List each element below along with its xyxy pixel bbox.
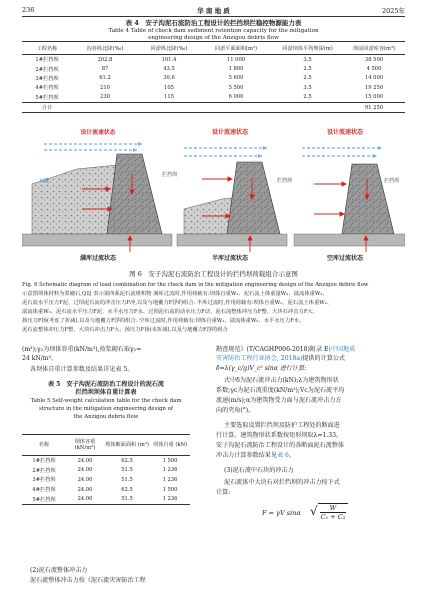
table5-cell: 4#拦挡坝 bbox=[32, 487, 56, 494]
table5-cell: 1 500 bbox=[162, 486, 178, 493]
body-line: (m³);γ₂为坝体容重(kN/m³),按浆砌石取γ₂= bbox=[22, 346, 142, 353]
table4-cell: 1#拦挡坝 bbox=[35, 57, 59, 64]
table4-total-label: 合计 bbox=[22, 102, 72, 112]
table5-cell: 2#拦挡坝 bbox=[32, 467, 56, 474]
table5-header-row bbox=[22, 435, 190, 456]
flow-arrows bbox=[44, 142, 142, 152]
table4-header: 回淤平面面积(m²) bbox=[200, 42, 272, 55]
table4-title-en-1: Table 4 Table of check dam sediment retention capacity for the mitigation bbox=[108, 28, 319, 34]
body-line: 安子沟泥石流防治工程设计的各断面泥石流整体 bbox=[216, 442, 344, 449]
table4-header: 工程名称 bbox=[22, 42, 72, 55]
panel2-top-label: 设计流速状态 bbox=[211, 129, 249, 136]
table4-cell: 15 000 bbox=[364, 94, 384, 101]
table4-header: 回淤坝体平均埋深(m) bbox=[272, 42, 343, 55]
formula-denominator: C₁ + C₂ bbox=[320, 513, 346, 521]
table-row bbox=[22, 466, 190, 476]
table4-cell: 3#拦挡坝 bbox=[35, 75, 59, 82]
table5-cell: 1#拦挡坝 bbox=[32, 458, 56, 465]
figure6-diagram bbox=[22, 124, 405, 266]
body-line: 式中δ为泥石流冲击力(kN);λ为建筑物形状 bbox=[224, 377, 339, 384]
citation-link[interactable]: 灾害防治工程行业协会, 2018a) bbox=[216, 355, 303, 362]
table4-cell: 2#拦挡坝 bbox=[35, 66, 59, 73]
section-heading: (3)泥石流中石块的冲击力 bbox=[224, 467, 294, 474]
table4-cell: 14 000 bbox=[364, 75, 384, 82]
table4-title-en-2: engineering design of the Anzigou debris flow bbox=[148, 35, 279, 41]
header-rule bbox=[22, 16, 405, 17]
table5-header: 名称 bbox=[22, 435, 66, 456]
foundation bbox=[22, 234, 172, 246]
table4-cell: 101.4 bbox=[161, 56, 177, 63]
table4-header: 回淤纵比降(‰) bbox=[138, 42, 200, 55]
table5-cell: 24.00 bbox=[77, 486, 93, 493]
table5-cell: 51.5 bbox=[104, 494, 150, 504]
table-row bbox=[22, 55, 405, 65]
panel1-water-label: Q设 bbox=[40, 178, 50, 184]
figure6-caption-en-2: 示意图坝体材料为浆砌石,Q设 表示第四系泥石流堆积物 满库过流时,作用荷载有:坝体自重W₁、泥石流土体重量W₂、溢流体重W₃、 bbox=[22, 291, 328, 297]
table5-title-cn-1: 表 5 安子沟泥石流防治工程设计的泥石流 bbox=[47, 381, 165, 388]
figure6-caption-en-3: 泥石流水平压力F泥、过坝泥石流的冲击压力F冲,以及与地覆力F浮的组合. 半库过流时,作用荷载有:坝体自重W₁、泥石流土体重W₂、 bbox=[22, 300, 333, 306]
panel-empty-reservoir bbox=[294, 128, 405, 262]
sqrt-icon: √ bbox=[310, 504, 318, 518]
table5-cell: 51.5 bbox=[121, 476, 133, 483]
figure6-caption-en-1: Fig. 6 Schematic diagram of load combination for the check dam in the mitigation engineering design of the Anzigou debris flow bbox=[22, 282, 369, 288]
table5-cell: 5#拦挡坝 bbox=[22, 494, 66, 504]
foundation bbox=[294, 234, 405, 246]
panel1-top-label: 设计流速状态 bbox=[80, 130, 116, 136]
table5-header: 坝体自重 (kN) bbox=[150, 435, 190, 456]
table4-cell: 11 000 bbox=[226, 56, 246, 63]
table4-cell: 30.6 bbox=[163, 75, 175, 82]
table4-cell: 210 bbox=[100, 84, 110, 91]
figure6-caption-en-5: 扬压力F扬(考虑了折减),以及与地覆力F浮的组合. 空库过流时,作用荷载有:坝体自重W₁、溢流体重W₂、水平水压力F水、 bbox=[22, 318, 305, 324]
body-line: 各坝体自重计算参数及结果详见表 5。 bbox=[30, 366, 134, 373]
body-line: 计算: bbox=[216, 489, 231, 496]
flow-arrows bbox=[184, 146, 267, 158]
body-text: 。 bbox=[288, 452, 295, 459]
panel1-bottom-label: 满库过流状态 bbox=[79, 255, 117, 262]
table4-cell: 87 bbox=[101, 66, 109, 73]
table4-header-row bbox=[22, 42, 405, 55]
table-row bbox=[22, 494, 190, 504]
body-line: 系数;γc为泥石流重度(kN/m³);Vc为泥石流平均 bbox=[216, 387, 345, 394]
table4-title-cn: 表 4 安子沟泥石流防治工程设计的拦挡坝拦稳控物源能力表 bbox=[125, 19, 302, 27]
panel3-bottom-label: 空库过流状态 bbox=[326, 255, 364, 262]
table-row bbox=[22, 83, 405, 92]
body-line bbox=[216, 354, 345, 363]
table5-cell: 62.5 bbox=[121, 486, 133, 493]
panel-full-reservoir bbox=[22, 128, 178, 262]
table5-cell: 24.00 bbox=[66, 494, 104, 504]
body-line bbox=[216, 345, 355, 354]
figure6-caption-en-6: 泥石流整体冲压力F整、大块石冲击力F大、扬压力F扬(未折减),以及与地覆力F浮的组合 bbox=[22, 327, 228, 333]
table5-cell: 3#拦挡坝 bbox=[32, 477, 56, 484]
table5-cell: 51.5 bbox=[121, 467, 133, 474]
panel3-top-label: 设计流速状态 bbox=[326, 129, 364, 136]
body-text: 勘查规范》(T/CAGHP006-2018)附录 E bbox=[216, 346, 329, 353]
table5-header: 坝体容重 (kN/m³) bbox=[66, 435, 104, 456]
body-line: 24 kN/m³。 bbox=[22, 355, 58, 362]
body-line: 泥石流体中大块石对拦挡坝的冲击力按下式 bbox=[224, 479, 340, 486]
table5-header: 坝体断面面积 (m²) bbox=[104, 435, 150, 456]
table4-cell: 38 500 bbox=[364, 56, 384, 63]
table4-cell: 2.5 bbox=[303, 94, 312, 101]
table4-cell: 5#拦挡坝 bbox=[35, 94, 59, 101]
table5-cell: 1 500 bbox=[162, 457, 178, 464]
table4-cell: 2.5 bbox=[303, 66, 312, 73]
body-line: (2)泥石流整体冲击力 bbox=[30, 567, 88, 574]
table4-header: 坝前回淤库容(m³) bbox=[343, 42, 405, 55]
formula-impact-force: δ=λ(γ_c/g)V_c² sinα 进行计算: bbox=[216, 365, 307, 372]
body-text: 冲击力计算参数结果见 bbox=[216, 452, 277, 459]
table-row bbox=[22, 64, 405, 73]
table4-cell: 5 600 bbox=[228, 75, 244, 82]
year: 2025年 bbox=[381, 7, 405, 15]
journal-title: 华 南 地 质 bbox=[197, 7, 230, 15]
body-line: 主要选取设置拦挡坝及防护工程处的断面进 bbox=[224, 422, 340, 429]
formula-numerator: W bbox=[329, 504, 337, 512]
check-dam-body bbox=[107, 154, 162, 234]
check-dam-body bbox=[342, 164, 394, 234]
table4 bbox=[22, 41, 405, 113]
table4-cell: 2.5 bbox=[303, 75, 312, 82]
foundation bbox=[177, 234, 287, 246]
table4-cell: 6 000 bbox=[228, 94, 244, 101]
table4-cell: 61.2 bbox=[99, 75, 111, 82]
table-row bbox=[22, 456, 190, 466]
table-ref-link[interactable]: 表 6 bbox=[276, 452, 289, 459]
table4-cell: 3.5 bbox=[303, 84, 312, 91]
panel2-dam-label: 拦挡坝 bbox=[277, 178, 293, 184]
table-row bbox=[22, 485, 190, 495]
body-text: 提供的计算公式 bbox=[302, 355, 345, 362]
table5-cell: 62.5 bbox=[121, 457, 133, 464]
figure6-caption-en-4: 溢流体重W₃、泥石流水平压力F泥、水平水压力F水、过坝泥石流的动水压力F动、泥石流整体冲压力F整、大块石冲击力F大、 bbox=[22, 309, 319, 315]
figure6-caption-cn: 图 6 安子沟泥石流防治工程设计的拦挡坝荷载组合示意图 bbox=[129, 270, 298, 278]
table4-cell: 43.5 bbox=[163, 66, 175, 73]
table4-cell: 4#拦挡坝 bbox=[35, 85, 59, 92]
table4-cell: 3.5 bbox=[303, 56, 312, 63]
formula-boulder-impact bbox=[262, 502, 382, 526]
table4-cell: 5 500 bbox=[228, 84, 244, 91]
body-line bbox=[216, 451, 295, 460]
table4-total-value: 91 250 bbox=[343, 102, 405, 112]
table5-title-en-1: Table 5 Self-weight calculation table for the check dam bbox=[30, 398, 182, 404]
table-row bbox=[22, 74, 405, 83]
table5-cell: 1 236 bbox=[162, 467, 178, 474]
table4-cell: 105 bbox=[164, 84, 174, 91]
citation-link[interactable]: (中国地质 bbox=[328, 346, 356, 353]
table5-cell: 1 236 bbox=[162, 476, 178, 483]
body-line: 流速(m/s);α为建筑物受力面与泥石流冲击力方 bbox=[216, 397, 342, 404]
table4-cell: 19 250 bbox=[364, 84, 384, 91]
body-line: 向的夹角(°)。 bbox=[216, 407, 255, 414]
table5-title-en-2: structure in the mitigation engineering design of bbox=[39, 406, 173, 412]
body-line: 泥石流整体冲击力按《泥石流灾害防治工程 bbox=[30, 577, 146, 584]
table4-header: 沟谷纵比降(‰) bbox=[72, 42, 138, 55]
panel1-dam-label: 拦挡坝 bbox=[162, 172, 178, 178]
check-dam-body bbox=[227, 162, 280, 234]
table5-cell: 24.00 bbox=[77, 476, 93, 483]
table5 bbox=[22, 434, 190, 505]
formula-lhs: F = γV sinα bbox=[262, 509, 301, 517]
table5-title-cn-2: 拦挡坝坝体自重计算表 bbox=[75, 389, 137, 396]
table-row bbox=[22, 475, 190, 485]
body-line: 行计算。建筑物形状系数按矩形坝取λ=1.33。 bbox=[216, 432, 343, 439]
panel3-dam-label: 拦挡坝 bbox=[384, 178, 400, 184]
table4-cell: 1 800 bbox=[228, 66, 244, 73]
table4-total-row bbox=[22, 102, 405, 112]
table5-cell: 24.00 bbox=[77, 467, 93, 474]
table5-cell: 1 236 bbox=[150, 494, 190, 504]
panel-half-reservoir bbox=[177, 128, 293, 262]
table5-cell: 24.00 bbox=[77, 457, 93, 464]
page-number: 236 bbox=[22, 6, 35, 14]
table4-cell: 202.8 bbox=[97, 56, 113, 63]
table4-cell: 4 500 bbox=[366, 66, 382, 73]
table5-title-en-3: the Anzigou debris flow bbox=[73, 414, 139, 420]
flow-arrows bbox=[302, 146, 382, 158]
table4-cell: 115 bbox=[164, 94, 174, 101]
table-row bbox=[22, 93, 405, 103]
table4-cell: 230 bbox=[100, 94, 110, 101]
panel2-bottom-label: 半库过流状态 bbox=[211, 255, 249, 262]
